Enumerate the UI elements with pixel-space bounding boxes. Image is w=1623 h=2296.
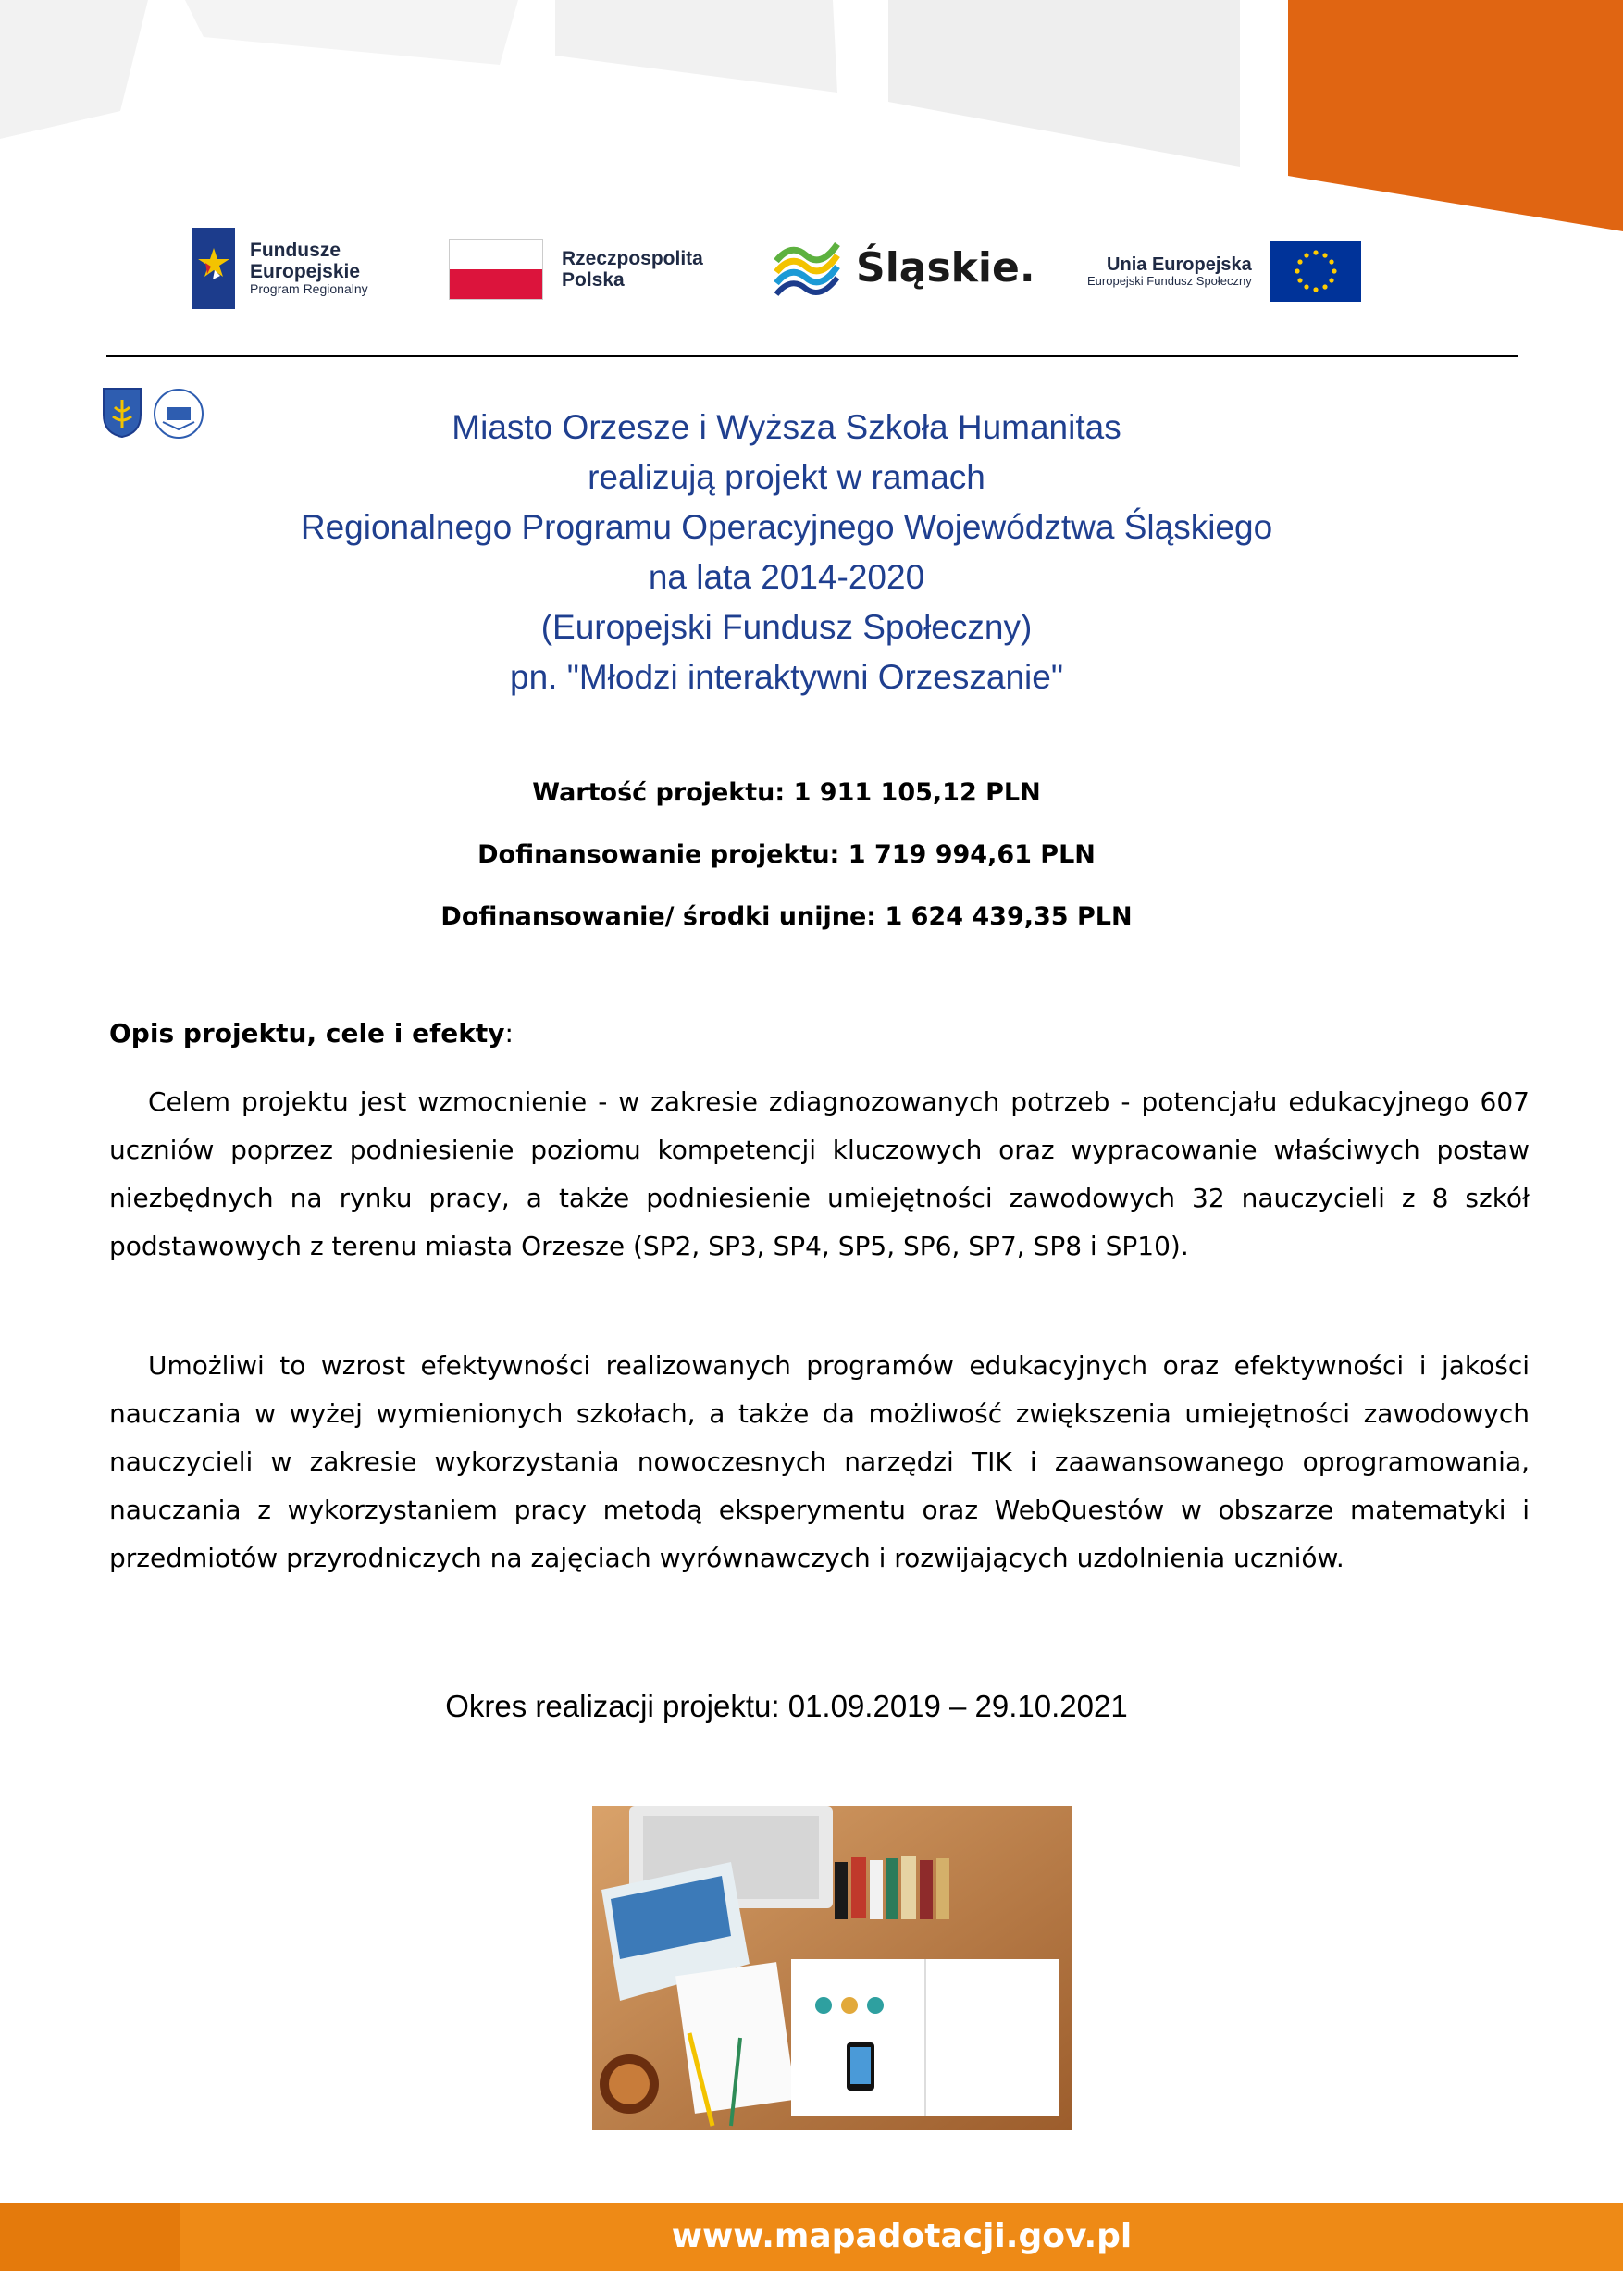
ue-line2: Europejski Fundusz Społeczny xyxy=(1087,273,1252,288)
description-heading xyxy=(109,1018,514,1049)
slaskie-name: Śląskie. xyxy=(856,243,1035,292)
footer-left-block xyxy=(0,2203,180,2271)
project-value: Wartość projektu: 1 911 105,12 PLN xyxy=(532,778,1041,807)
orange-corner-shape xyxy=(1288,0,1623,231)
project-title xyxy=(130,403,1443,702)
slaskie-logo xyxy=(773,235,1035,300)
rp-line1: Rzeczpospolita xyxy=(562,247,703,269)
fundusze-line1: Fundusze xyxy=(250,240,341,262)
title-line: Miasto Orzesze i Wyższa Szkoła Humanitas xyxy=(452,408,1121,446)
eu-funds-value: Dofinansowanie/ środki unijne: 1 624 439,35 PLN xyxy=(440,902,1133,931)
title-line: pn. "Młodzi interaktywni Orzeszanie" xyxy=(510,658,1063,696)
title-line: na lata 2014-2020 xyxy=(648,558,925,596)
footer-url: www.mapadotacji.gov.pl xyxy=(671,2217,1133,2255)
project-values xyxy=(106,770,1467,956)
title-line: (Europejski Fundusz Społeczny) xyxy=(540,608,1033,646)
slaskie-waves-icon xyxy=(773,235,843,300)
description-heading-text: Opis projektu, cele i efekty xyxy=(109,1018,505,1049)
unia-europejska-logo xyxy=(1087,241,1361,302)
desk-photo xyxy=(592,1806,1072,2130)
eu-flag-icon xyxy=(1270,241,1361,302)
description-paragraph-1: Celem projektu jest wzmocnienie - w zakresie zdiagnozowanych potrzeb - potencjału edukacyjnego 607 uczniów poprzez podniesienie poziomu kompetencji kluczowych oraz wypracowanie właściwych postaw niezbędnych na rynku pracy, a także podniesienie umiejętności zawodowych 32 nauczycieli z 8 szkół podstawowych z terenu miasta Orzesze (SP2, SP3, SP4, SP5, SP6, SP7, SP8 i SP10). xyxy=(109,1086,1530,1261)
rp-line2: Polska xyxy=(562,269,625,291)
poland-flag-icon xyxy=(449,239,543,300)
rzeczpospolita-logo xyxy=(449,239,703,300)
title-line: Regionalnego Programu Operacyjnego Województwa Śląskiego xyxy=(300,508,1273,546)
ue-line1: Unia Europejska xyxy=(1107,254,1252,275)
top-decoration xyxy=(0,0,1623,231)
description-paragraph-2: Umożliwi to wzrost efektywności realizowanych programów edukacyjnych oraz efektywności i jakości nauczania w wyżej wymienionych szkołach, a także da możliwość zwiększenia umiejętności zawodowych nauczycieli w zakresie wykorzystania nowoczesnych narzędzi TIK i zaawansowanego oprogramowania, nauczania z wykorzystaniem pracy metodą eksperymentu oraz WebQuestów w obszarze matematyki i przedmiotów przyrodniczych na zajęciach wyrównawczych i rozwijających uzdolnienia uczniów. xyxy=(109,1350,1530,1573)
description-heading-colon: : xyxy=(504,1018,514,1049)
fundusze-line2: Europejskie xyxy=(250,261,361,283)
fundusze-europejskie-logo xyxy=(192,228,368,309)
fundusze-star-icon xyxy=(192,228,235,309)
logo-strip xyxy=(185,222,1425,324)
project-period: Okres realizacji projektu: 01.09.2019 – 29.10.2021 xyxy=(445,1689,1128,1723)
title-line: realizują projekt w ramach xyxy=(588,458,985,496)
header-divider xyxy=(106,355,1518,357)
cofinancing-value: Dofinansowanie projektu: 1 719 994,61 PLN xyxy=(477,840,1096,869)
fundusze-line3: Program Regionalny xyxy=(250,281,368,297)
